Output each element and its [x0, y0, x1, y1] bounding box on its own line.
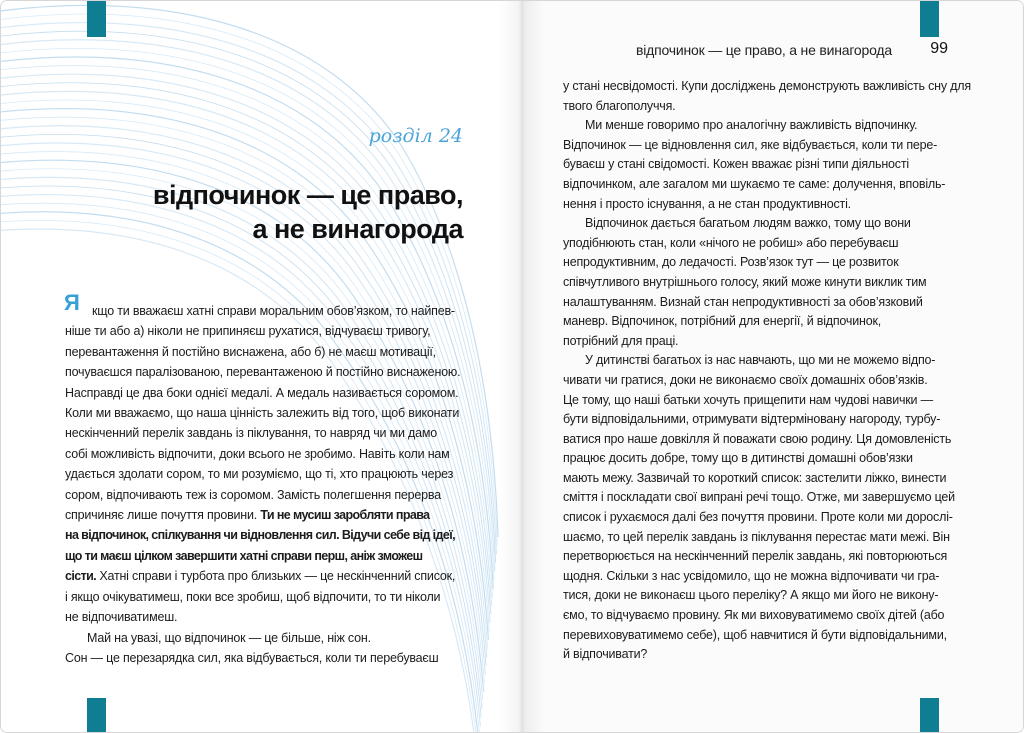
text-line: уподібнюють стан, коли «нічого не робиш» або перебуваєш — [563, 235, 899, 250]
chapter-title — [61, 178, 463, 246]
text-line: сором, відпочивають теж із соромом. Замість полегшення перерва — [65, 487, 441, 502]
text-line: кщо ти вважаєш хатні справи моральним обов’язком, то найпев- — [92, 304, 455, 318]
running-header: відпочинок — це право, а не винагорода — [636, 42, 892, 58]
text-line: щодня. Скільки з нас усвідомило, що не можна відпочивати чи гра- — [563, 568, 940, 583]
text-line: собі можливість відпочити, доки всього не зробимо. Навіть коли нам — [65, 446, 450, 461]
page-number: 99 — [930, 40, 948, 57]
text-line: співчутливого внутрішнього голосу, який може кинути виклик тим — [563, 274, 927, 289]
text-line: мають межу. Зазвичай то короткий список: застелити ліжко, винести — [563, 470, 947, 485]
text-line: у стані несвідомості. Купи досліджень демонструють важливість сну для — [563, 79, 971, 93]
text-line: Коли ми вважаємо, що наша цінність залежить від того, щоб виконати — [65, 406, 460, 421]
text-line: й відпочивати? — [563, 647, 648, 662]
text-line: удається здолати сором, то ми розуміємо, що ті, хто працюють через — [65, 467, 454, 482]
text-line: ватися про наше довкілля й поважати свою родину. Ця домовленість — [563, 431, 952, 446]
chapter-title-line-1: відпочинок — це право, — [152, 180, 463, 210]
text-line: Відпочинок дається багатьом людям важко, тому що вони — [585, 216, 911, 231]
text-line: не відпочиватимеш. — [65, 610, 178, 625]
drop-cap: Я — [64, 290, 80, 315]
text-line: У дитинстві багатьох із нас навчають, що ми не можемо відпо- — [585, 353, 936, 368]
text-line: відпочинком, але загалом ми шукаємо те саме: долучення, вповіль- — [563, 176, 946, 191]
text-line: сміття і поскладати свої випрані речі тощо. Отже, ми завершуємо цей — [563, 490, 955, 505]
text-line: перевантаження й постійно виснажена, або б) не маєш мотивації, — [65, 344, 436, 359]
text-line: нення і просто існування, а не стан продуктивності. — [563, 196, 851, 211]
text-line: потрібний для праці. — [563, 333, 679, 348]
text-line: нескінченний перелік завдань із піклування, то навряд чи ми дамо — [65, 426, 438, 441]
page-edge-tab-top-left — [87, 1, 106, 37]
text-line: Ми менше говоримо про аналогічну важливість відпочинку. — [585, 118, 918, 133]
text-line: буваєш у стані свідомості. Кожен вважає різні типи діяльності — [563, 157, 909, 172]
text-line: сісти. Хатні справи і турбота про близьких — це нескінченний список, — [65, 569, 456, 584]
text-line: перетворюється на нескінченний перелік завдань, які повторюються — [563, 549, 948, 564]
text-line: налаштуванням. Визнай стан непродуктивності за обов’язковий — [563, 294, 923, 309]
text-line: Сон — це перезарядка сил, яка відбувається, коли ти перебуваєш — [65, 650, 439, 665]
text-line: список і рухаємося далі без почуття провини. Проте коли ми дорослі- — [563, 510, 953, 525]
text-line: ніше ти або а) ніколи не припиняєш рухатися, відчуваєш тривогу, — [65, 324, 431, 339]
text-line: на відпочинок, спілкування чи відновлення сил. Відучи себе від ідеї, — [65, 528, 456, 543]
right-body-text — [563, 77, 971, 665]
page-edge-tab-bottom-left — [87, 698, 106, 733]
text-line: ємо, то відчуваємо провину. Як ми виховуватимемо своїх дітей (або — [563, 608, 945, 623]
text-line: чивати чи гратися, доки не виконаємо своїх домашніх обов’язків. — [563, 372, 928, 387]
left-body-text — [65, 301, 467, 668]
text-line: перевиховуватимемо себе), щоб навчитися й бути відповідальними, — [563, 627, 947, 642]
text-line: шаємо, то цей перелік завдань із піклування перестає мати межі. Він — [563, 529, 950, 544]
chapter-title-line-2: а не винагорода — [252, 214, 463, 244]
text-line: спричиняє лише почуття провини. Ти не мусиш заробляти права — [65, 508, 430, 523]
text-line: почуваєшся паралізованою, перевантаженою й постійно виснаженою. — [65, 365, 461, 380]
text-line: бути відповідальними, отримувати відтерміновану нагороду, турбу- — [563, 412, 941, 427]
text-line: Це тому, що наші батьки хочуть прищепити нам чудові навички — — [563, 392, 933, 407]
text-line: що ти маєш цілком завершити хатні справи перш, аніж зможеш — [65, 548, 423, 563]
text-line: працює досить добре, тому що в дитинстві домашні обов’язки — [563, 451, 913, 466]
text-line: маневр. Відпочинок, потрібний для енергії, й відпочинок, — [563, 314, 882, 329]
text-line: Насправді це два боки однієї медалі. А медаль називається соромом. — [65, 385, 459, 400]
text-line: Відпочинок — це відновлення сил, яке відбувається, коли ти пере- — [563, 137, 938, 152]
text-line: тися, доки не виконаєш цього переліку? А якщо ми його не викону- — [563, 588, 939, 603]
text-line: непродуктивним, до ледачості. Розв’язок тут — це розвиток — [563, 255, 899, 270]
page-edge-tab-top-right — [920, 1, 939, 37]
text-line: і якщо очікуватимеш, поки все зробиш, щоб відпочити, то ти ніколи — [65, 589, 441, 604]
chapter-label: розділ 24 — [368, 125, 463, 147]
page-edge-tab-bottom-right — [920, 698, 939, 733]
text-line: Май на увазі, що відпочинок — це більше, ніж сон. — [87, 630, 371, 645]
text-line: твого благополуччя. — [563, 98, 676, 113]
